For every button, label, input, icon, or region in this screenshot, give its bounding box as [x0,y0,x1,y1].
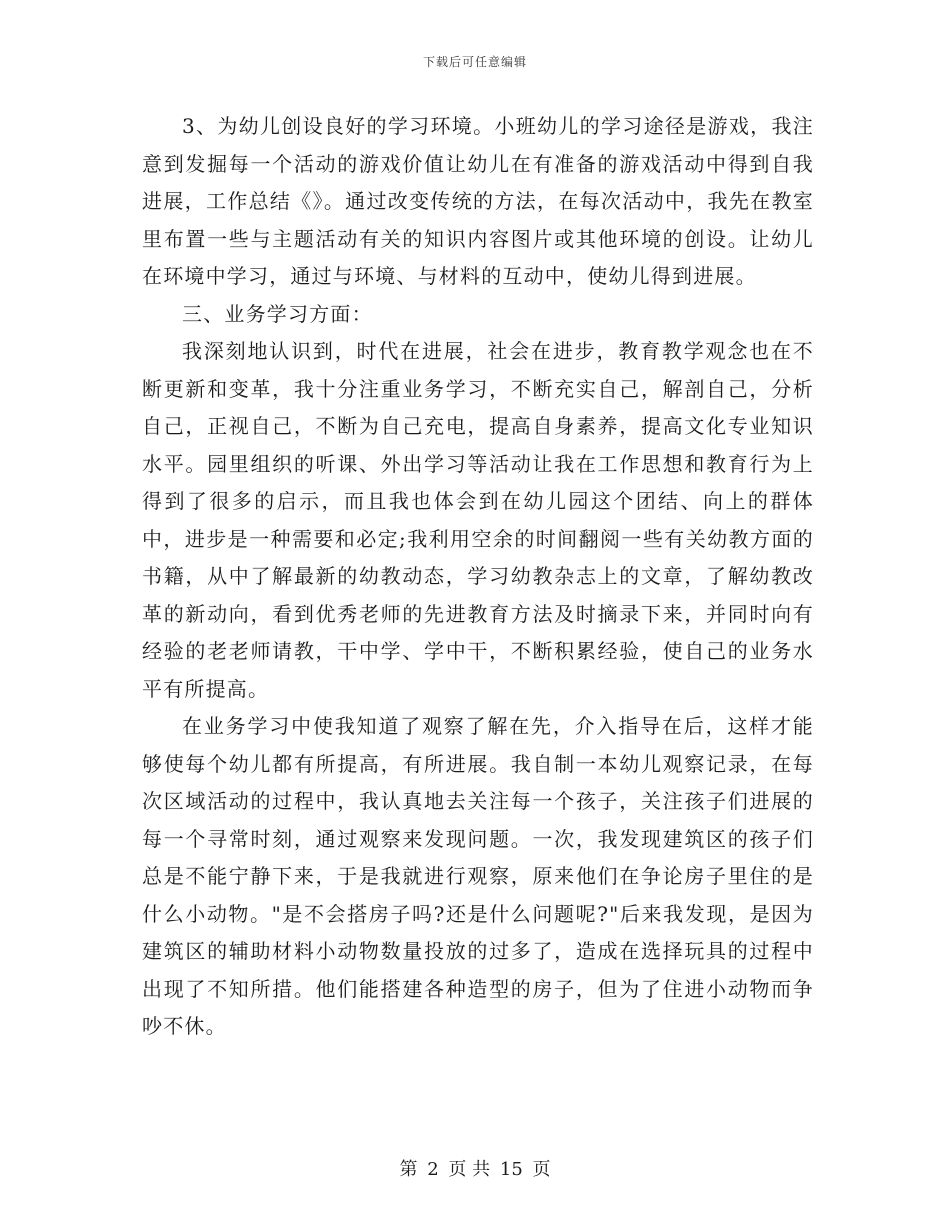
page-header: 下载后可任意编辑 [422,55,527,69]
footer-prefix: 第 [399,1159,418,1180]
document-body [142,108,814,1046]
paragraph-observation: 在业务学习中使我知道了观察了解在先，介入指导在后，这样才能够使每个幼儿都有所提高，有所进展。我自制一本幼儿观察记录，在每次区域活动的过程中，我认真地去关注每一个孩子，关注孩子们进展的每一个寻常时刻，通过观察来发现问题。一次，我发现建筑区的孩子们总是不能宁静下来，于是我就进行观察，原来他们在争论房子里住的是什么小动物。"是不会搭房子吗?还是什么问题呢?"后来我发现，是因为建筑区的辅助材料小动物数量投放的过多了，造成在选择玩具的过程中出现了不知所措。他们能搭建各种造型的房子，但为了住进小动物而争吵不休。 [142,714,814,1038]
footer-total-pages: 15 [499,1159,523,1180]
page-footer [0,1155,950,1181]
section-heading-professional-study: 三、业务学习方面： [182,301,373,326]
footer-suffix: 页 [532,1159,551,1180]
footer-page-number: 2 [427,1159,439,1180]
paragraph-learning-environment: 3、为幼儿创设良好的学习环境。小班幼儿的学习途径是游戏，我注意到发掘每一个活动的游戏价值让幼儿在有准备的游戏活动中得到自我进展，工作总结《》。通过改变传统的方法，在每次活动中，我先在教室里布置一些与主题活动有关的知识内容图片或其他环境的创设。让幼儿在环境中学习，通过与环境、与材料的互动中，使幼儿得到进展。 [142,114,814,288]
paragraph-professional-growth: 我深刻地认识到，时代在进展，社会在进步，教育教学观念也在不断更新和变革，我十分注重业务学习，不断充实自己，解剖自己，分析自己，正视自己，不断为自己充电，提高自身素养，提高文化专业知识水平。园里组织的听课、外出学习等活动让我在工作思想和教育行为上得到了很多的启示，而且我也体会到在幼儿园这个团结、向上的群体中，进步是一种需要和必定;我利用空余的时间翻阅一些有关幼教方面的书籍，从中了解最新的幼教动态，学习幼教杂志上的文章，了解幼教改革的新动向，看到优秀老师的先进教育方法及时摘录下来，并同时向有经验的老老师请教，干中学、学中干，不断积累经验，使自己的业务水平有所提高。 [142,339,814,701]
footer-middle: 页 共 [448,1159,491,1180]
